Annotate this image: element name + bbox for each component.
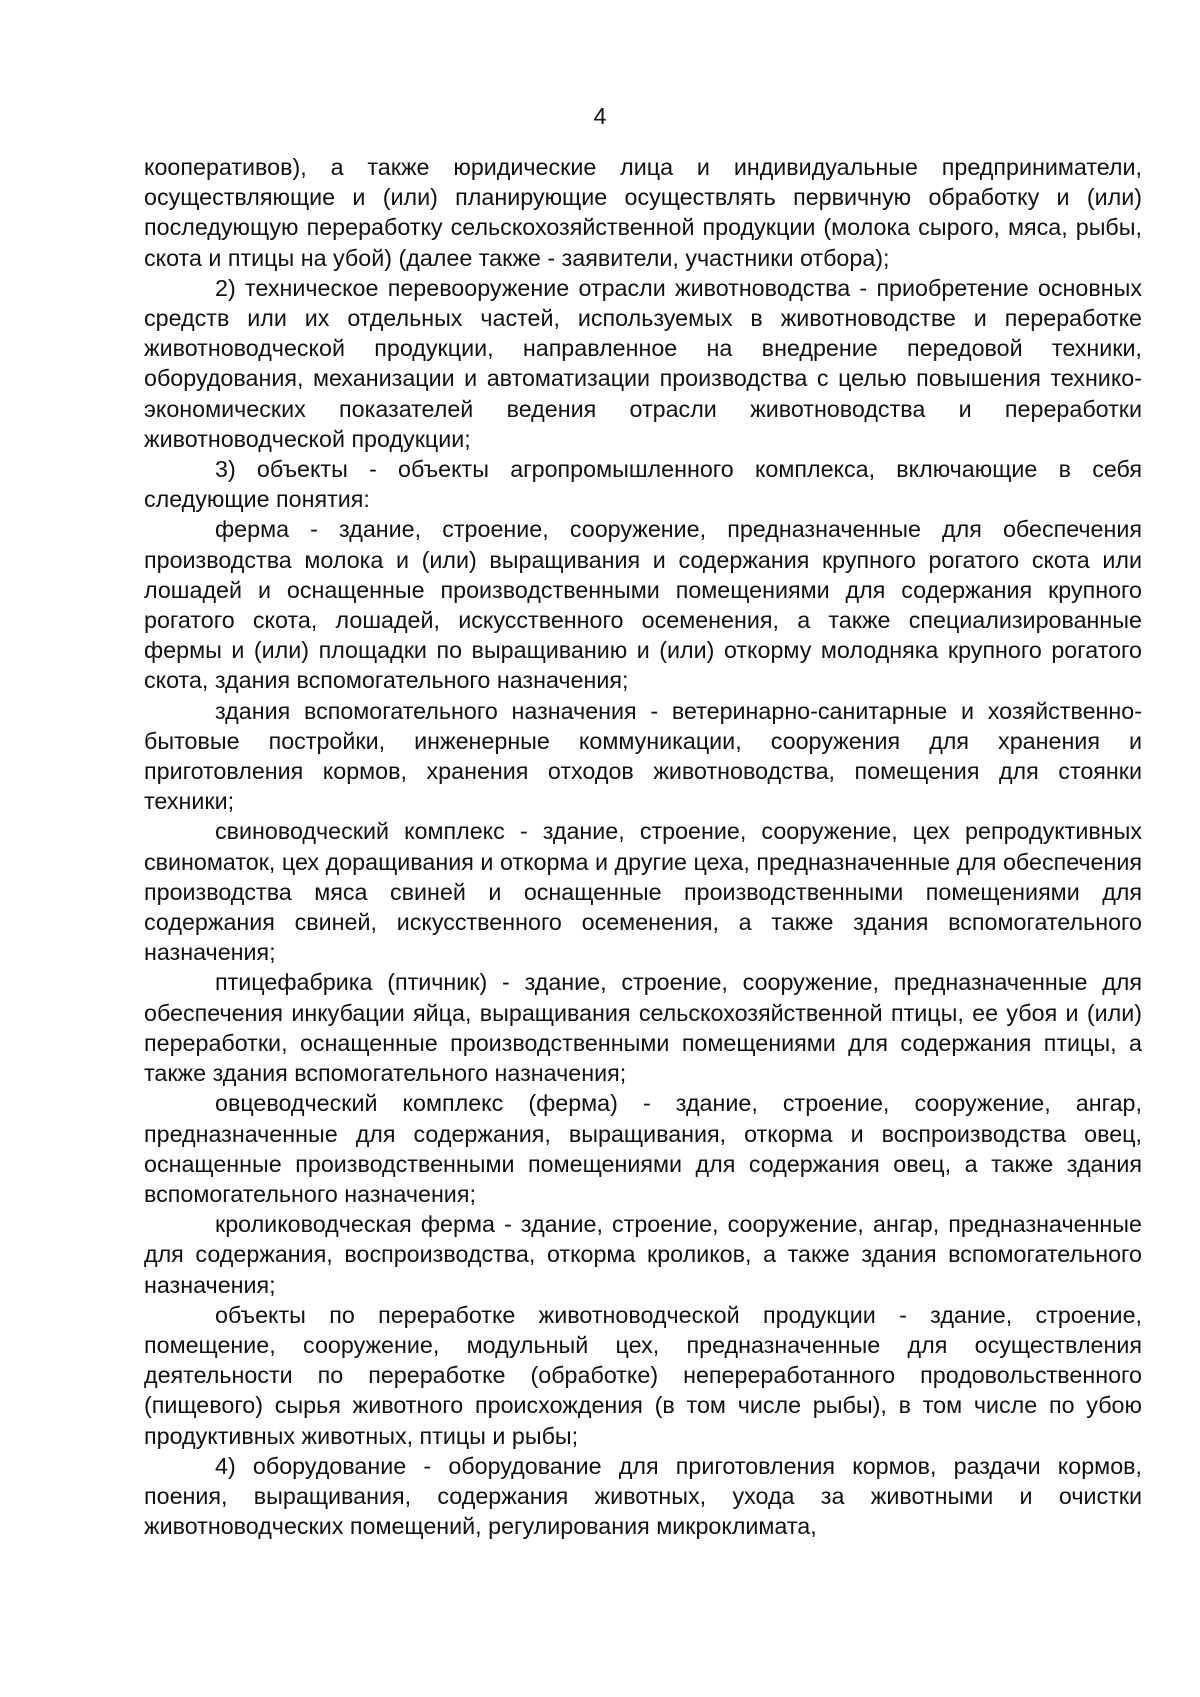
paragraph-technical-reequipment: 2) техническое перевооружение отрасли животноводства - приобретение основных средств или их отдельных частей, используемых в животноводстве и переработке животноводческой продукции, направленное на внедрение передовой техники, оборудования, механизации и автоматизации производства с целью повышения технико-экономических показателей ведения отрасли животноводства и переработки животноводческой продукции;: [144, 274, 1142, 452]
document-body: [144, 152, 1142, 1541]
paragraph-rabbit-farm: кролиководческая ферма - здание, строение, сооружение, ангар, предназначенные для содержания, воспроизводства, откорма кроликов, а также здания вспомогательного назначения;: [144, 1211, 1142, 1298]
paragraph-objects: 3) объекты - объекты агропромышленного комплекса, включающие в себя следующие понятия:: [144, 456, 1142, 513]
paragraph-farm: ферма - здание, строение, сооружение, предназначенные для обеспечения производства молока и (или) выращивания и содержания крупного рогатого скота или лошадей и оснащенные производственными помещениями для содержания крупного рогатого скота, лошадей, искусственного осеменения, а также специализированные фермы и (или) площадки по выращиванию и (или) откорму молодняка крупного рогатого скота, здания вспомогательного назначения;: [144, 516, 1142, 694]
paragraph-pig-complex: свиноводческий комплекс - здание, строение, сооружение, цех репродуктивных свиноматок, цех доращивания и откорма и другие цеха, предназначенные для обеспечения производства мяса свиней и оснащенные производственными помещениями для содержания свиней, искусственного осеменения, а также здания вспомогательного назначения;: [144, 818, 1142, 966]
paragraph-applicants-continued: кооперативов), а также юридические лица и индивидуальные предприниматели, осуществляющие и (или) планирующие осуществлять первичную обработку и (или) последующую переработку сельскохозяйственной продукции (молока сырого, мяса, рыбы, скота и птицы на убой) (далее также - заявители, участники отбора);: [144, 154, 1142, 271]
paragraph-poultry-farm: птицефабрика (птичник) - здание, строение, сооружение, предназначенные для обеспечения инкубации яйца, выращивания сельскохозяйственной птицы, ее убоя и (или) переработки, оснащенные производственными помещениями для содержания птицы, а также здания вспомогательного назначения;: [144, 969, 1142, 1087]
paragraph-auxiliary-buildings: здания вспомогательного назначения - ветеринарно-санитарные и хозяйственно-бытовые постройки, инженерные коммуникации, сооружения для хранения и приготовления кормов, хранения отходов животноводства, помещения для стоянки техники;: [144, 697, 1142, 815]
paragraph-processing-objects: объекты по переработке животноводческой продукции - здание, строение, помещение, сооружение, модульный цех, предназначенные для осуществления деятельности по переработке (обработке) непереработанного продовольственного (пищевого) сырья животного происхождения (в том числе рыбы), в том числе по убою продуктивных животных, птицы и рыбы;: [144, 1301, 1142, 1449]
paragraph-sheep-complex: овцеводческий комплекс (ферма) - здание, строение, сооружение, ангар, предназначенные для содержания, выращивания, откорма и воспроизводства овец, оснащенные производственными помещениями для содержания овец, а также здания вспомогательного назначения;: [144, 1090, 1142, 1207]
page-number: 4: [593, 103, 607, 129]
paragraph-equipment: 4) оборудование - оборудование для приготовления кормов, раздачи кормов, поения, выращивания, содержания животных, ухода за животными и очистки животноводческих помещений, регулирования микроклимата,: [144, 1452, 1142, 1540]
